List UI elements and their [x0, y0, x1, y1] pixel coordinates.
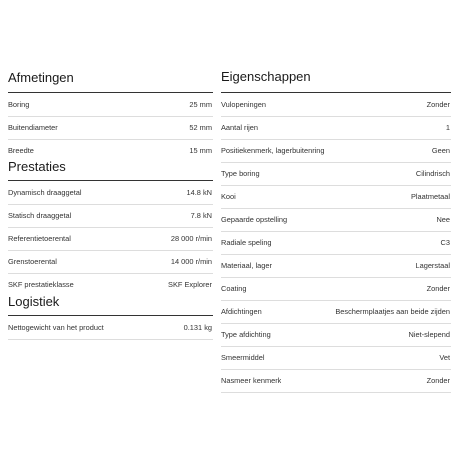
section-title-logistiek: Logistiek — [8, 294, 60, 309]
spec-value: 52 mm — [189, 123, 212, 132]
spec-row-type-boring — [221, 162, 451, 186]
spec-value: Cilindrisch — [415, 169, 450, 178]
spec-row-gepaarde-opstelling — [221, 208, 451, 232]
spec-value: Plaatmetaal — [410, 192, 450, 201]
spec-row-grenstoerental — [8, 250, 213, 274]
spec-label: Dynamisch draaggetal — [8, 188, 82, 197]
spec-value: Zonder — [426, 376, 450, 385]
spec-value: 7.8 kN — [190, 211, 212, 220]
section-title-afmetingen: Afmetingen — [8, 70, 74, 85]
spec-row-coating — [221, 277, 451, 301]
section-title-prestaties: Prestaties — [8, 159, 66, 174]
spec-value: 15 mm — [189, 146, 212, 155]
spec-value: Vet — [439, 353, 450, 362]
spec-value: Geen — [431, 146, 450, 155]
spec-row-kooi — [221, 185, 451, 209]
spec-label: Type afdichting — [221, 330, 271, 339]
spec-value: 0.131 kg — [183, 323, 212, 332]
spec-row-skf-prestatieklasse — [8, 273, 213, 296]
spec-label: Vulopeningen — [221, 100, 266, 109]
spec-label: Radiale speling — [221, 238, 272, 247]
spec-value: Lagerstaal — [415, 261, 450, 270]
spec-value: SKF Explorer — [168, 280, 212, 289]
spec-row-radiale-speling — [221, 231, 451, 255]
spec-value: 14.8 kN — [186, 188, 212, 197]
spec-row-vulopeningen — [221, 93, 451, 117]
spec-label: Materiaal, lager — [221, 261, 272, 270]
spec-row-smeermiddel — [221, 346, 451, 370]
spec-value: Zonder — [426, 100, 450, 109]
spec-value: C3 — [440, 238, 450, 247]
spec-value: 1 — [445, 123, 450, 132]
spec-row-aantal-rijen — [221, 116, 451, 140]
spec-value: Nee — [436, 215, 450, 224]
spec-label: Coating — [221, 284, 247, 293]
spec-label: Smeermiddel — [221, 353, 265, 362]
spec-label: Kooi — [221, 192, 236, 201]
spec-row-buitendiameter — [8, 116, 213, 140]
spec-row-nettogewicht — [8, 316, 213, 340]
spec-value: 14 000 r/min — [170, 257, 212, 266]
spec-label: SKF prestatieklasse — [8, 280, 74, 289]
spec-value: 25 mm — [189, 100, 212, 109]
spec-row-type-afdichting — [221, 323, 451, 347]
spec-row-materiaal-lager — [221, 254, 451, 278]
spec-label: Type boring — [221, 169, 260, 178]
spec-row-afdichtingen — [221, 300, 451, 324]
spec-value: 28 000 r/min — [170, 234, 212, 243]
spec-row-positiekenmerk — [221, 139, 451, 163]
spec-label: Buitendiameter — [8, 123, 58, 132]
spec-label: Grenstoerental — [8, 257, 57, 266]
spec-label: Aantal rijen — [221, 123, 258, 132]
spec-value: Niet-slepend — [408, 330, 450, 339]
spec-label: Nasmeer kenmerk — [221, 376, 282, 385]
spec-value: Beschermplaatjes aan beide zijden — [335, 307, 450, 316]
spec-label: Referentietoerental — [8, 234, 71, 243]
spec-label: Statisch draaggetal — [8, 211, 72, 220]
spec-value: Zonder — [426, 284, 450, 293]
spec-label: Positiekenmerk, lagerbuitenring — [221, 146, 325, 155]
spec-label: Boring — [8, 100, 30, 109]
spec-row-nasmeer-kenmerk — [221, 369, 451, 393]
spec-label: Gepaarde opstelling — [221, 215, 288, 224]
spec-row-referentietoerental — [8, 227, 213, 251]
spec-row-dynamisch-draaggetal — [8, 181, 213, 205]
spec-label: Breedte — [8, 146, 34, 155]
spec-row-boring — [8, 93, 213, 117]
section-title-eigenschappen: Eigenschappen — [221, 69, 311, 84]
spec-label: Afdichtingen — [221, 307, 262, 316]
spec-label: Nettogewicht van het product — [8, 323, 104, 332]
spec-row-statisch-draaggetal — [8, 204, 213, 228]
